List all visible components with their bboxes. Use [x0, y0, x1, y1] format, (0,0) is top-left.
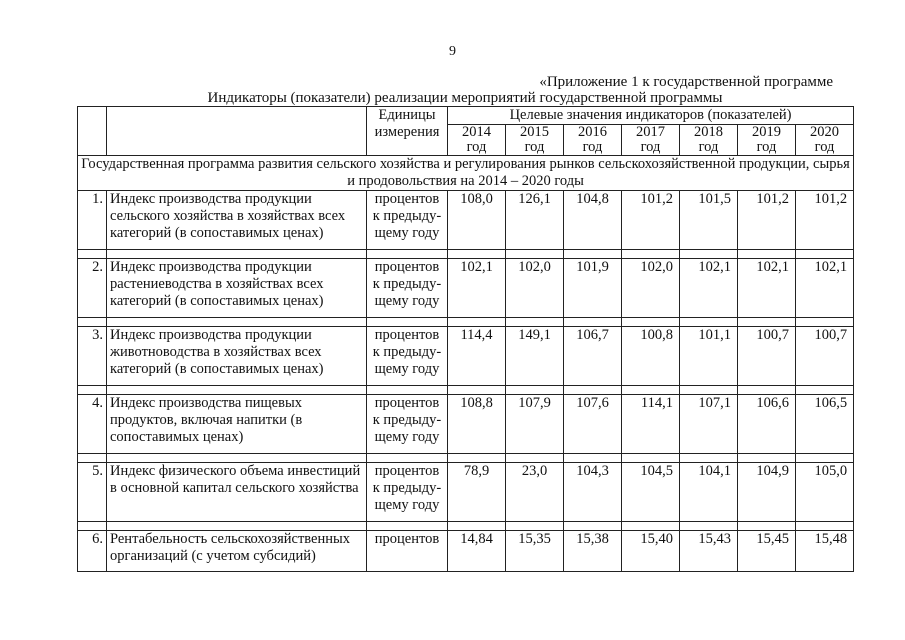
row-number: 6.: [78, 531, 107, 572]
gap-cell: [738, 318, 796, 327]
year-label: 2017: [636, 124, 665, 140]
rows-body: [78, 191, 854, 572]
year-label: 2019: [752, 124, 781, 140]
indicators-table: [77, 106, 854, 572]
gap-cell: [367, 318, 448, 327]
gap-cell: [622, 250, 680, 259]
row-gap: [78, 522, 854, 531]
value-cell: 15,38: [564, 531, 622, 572]
gap-cell: [680, 250, 738, 259]
value-cell: 100,7: [738, 327, 796, 386]
gap-cell: [564, 318, 622, 327]
indicator-name: Индекс производства продукции растениеводства в хозяйствах всех категорий (в сопоставимых ценах): [107, 259, 367, 318]
gap-cell: [622, 522, 680, 531]
gap-cell: [78, 522, 107, 531]
value-cell: 102,1: [738, 259, 796, 318]
header-year: [622, 125, 680, 156]
year-suffix: год: [466, 139, 487, 155]
gap-cell: [506, 250, 564, 259]
year-label: 2016: [578, 124, 607, 140]
value-cell: 104,9: [738, 463, 796, 522]
year-suffix: год: [640, 139, 661, 155]
gap-cell: [796, 522, 854, 531]
year-suffix: год: [756, 139, 777, 155]
gap-cell: [448, 454, 506, 463]
value-cell: 102,1: [680, 259, 738, 318]
gap-cell: [622, 454, 680, 463]
gap-cell: [564, 522, 622, 531]
table-row: [78, 395, 854, 454]
gap-cell: [796, 454, 854, 463]
indicator-name: Индекс производства пищевых продуктов, включая напитки (в сопоставимых ценах): [107, 395, 367, 454]
year-label: 2015: [520, 124, 549, 140]
value-cell: 100,7: [796, 327, 854, 386]
unit-cell: процентов к предыду-щему году: [367, 395, 448, 454]
value-cell: 101,2: [738, 191, 796, 250]
year-suffix: год: [582, 139, 603, 155]
value-cell: 107,9: [506, 395, 564, 454]
gap-cell: [622, 386, 680, 395]
gap-cell: [367, 386, 448, 395]
value-cell: 101,2: [796, 191, 854, 250]
gap-cell: [738, 250, 796, 259]
value-cell: 15,45: [738, 531, 796, 572]
row-number: 3.: [78, 327, 107, 386]
value-cell: 126,1: [506, 191, 564, 250]
gap-cell: [78, 386, 107, 395]
value-cell: 107,1: [680, 395, 738, 454]
gap-cell: [367, 250, 448, 259]
gap-cell: [680, 454, 738, 463]
gap-cell: [796, 250, 854, 259]
value-cell: 102,0: [506, 259, 564, 318]
value-cell: 78,9: [448, 463, 506, 522]
value-cell: 101,2: [622, 191, 680, 250]
value-cell: 23,0: [506, 463, 564, 522]
table-row: [78, 259, 854, 318]
indicator-name: Индекс производства продукции животноводства в хозяйствах всех категорий (в сопоставимых ценах): [107, 327, 367, 386]
value-cell: 15,43: [680, 531, 738, 572]
value-cell: 114,4: [448, 327, 506, 386]
year-suffix: год: [524, 139, 545, 155]
gap-cell: [738, 522, 796, 531]
gap-cell: [680, 522, 738, 531]
gap-cell: [107, 522, 367, 531]
value-cell: 101,5: [680, 191, 738, 250]
gap-cell: [448, 318, 506, 327]
gap-cell: [78, 454, 107, 463]
gap-cell: [107, 386, 367, 395]
table-row: [78, 191, 854, 250]
gap-cell: [367, 522, 448, 531]
gap-cell: [564, 250, 622, 259]
gap-cell: [448, 522, 506, 531]
value-cell: 114,1: [622, 395, 680, 454]
gap-cell: [78, 318, 107, 327]
row-gap: [78, 386, 854, 395]
row-number: 4.: [78, 395, 107, 454]
appendix-title: «Приложение 1 к государственной программе: [539, 74, 833, 90]
value-cell: 102,0: [622, 259, 680, 318]
value-cell: 14,84: [448, 531, 506, 572]
gap-cell: [622, 318, 680, 327]
value-cell: 108,8: [448, 395, 506, 454]
indicator-name: Индекс производства продукции сельского хозяйства в хозяйствах всех категорий (в сопоставимых ценах): [107, 191, 367, 250]
header-year: [448, 125, 506, 156]
gap-cell: [448, 250, 506, 259]
gap-cell: [107, 318, 367, 327]
value-cell: 104,1: [680, 463, 738, 522]
header-row-top: [78, 107, 854, 125]
section-row: [78, 156, 854, 191]
gap-cell: [796, 318, 854, 327]
indicator-name: Рентабельность сельскохозяйственных организаций (с учетом субсидий): [107, 531, 367, 572]
table-title: Индикаторы (показатели) реализации мероприятий государственной программы: [207, 90, 723, 106]
value-cell: 102,1: [796, 259, 854, 318]
year-label: 2018: [694, 124, 723, 140]
gap-cell: [506, 318, 564, 327]
gap-cell: [78, 250, 107, 259]
value-cell: 149,1: [506, 327, 564, 386]
row-number: 1.: [78, 191, 107, 250]
gap-cell: [738, 454, 796, 463]
row-gap: [78, 250, 854, 259]
header-year: [738, 125, 796, 156]
gap-cell: [564, 386, 622, 395]
value-cell: 15,35: [506, 531, 564, 572]
row-gap: [78, 318, 854, 327]
header-year: [796, 125, 854, 156]
value-cell: 15,48: [796, 531, 854, 572]
gap-cell: [564, 454, 622, 463]
year-label: 2014: [462, 124, 491, 140]
header-year: [680, 125, 738, 156]
value-cell: 102,1: [448, 259, 506, 318]
unit-cell: процентов к предыду-щему году: [367, 259, 448, 318]
row-number: 5.: [78, 463, 107, 522]
gap-cell: [738, 386, 796, 395]
header-units: Единицы измерения: [367, 107, 448, 156]
value-cell: 101,9: [564, 259, 622, 318]
gap-cell: [680, 386, 738, 395]
unit-cell: процентов к предыду-щему году: [367, 327, 448, 386]
gap-cell: [107, 454, 367, 463]
row-gap: [78, 454, 854, 463]
gap-cell: [506, 522, 564, 531]
gap-cell: [367, 454, 448, 463]
header-name-cell: [107, 107, 367, 156]
value-cell: 106,6: [738, 395, 796, 454]
value-cell: 104,3: [564, 463, 622, 522]
year-suffix: год: [698, 139, 719, 155]
gap-cell: [506, 454, 564, 463]
value-cell: 104,8: [564, 191, 622, 250]
value-cell: 15,40: [622, 531, 680, 572]
value-cell: 100,8: [622, 327, 680, 386]
gap-cell: [448, 386, 506, 395]
header-year: [506, 125, 564, 156]
value-cell: 107,6: [564, 395, 622, 454]
page-number: 9: [449, 44, 456, 59]
gap-cell: [107, 250, 367, 259]
value-cell: 106,7: [564, 327, 622, 386]
header-year: [564, 125, 622, 156]
section-title: Государственная программа развития сельского хозяйства и регулирования рынков сельскохозяйственной продукции, сырья и продовольствия на 2014 – 2020 годы: [78, 156, 854, 191]
gap-cell: [796, 386, 854, 395]
table-row: [78, 327, 854, 386]
value-cell: 101,1: [680, 327, 738, 386]
indicator-name: Индекс физического объема инвестиций в основной капитал сельского хозяйства: [107, 463, 367, 522]
gap-cell: [680, 318, 738, 327]
value-cell: 105,0: [796, 463, 854, 522]
unit-cell: процентов к предыду-щему году: [367, 191, 448, 250]
table-row: [78, 463, 854, 522]
table-row: [78, 531, 854, 572]
value-cell: 106,5: [796, 395, 854, 454]
year-label: 2020: [810, 124, 840, 140]
gap-cell: [506, 386, 564, 395]
unit-cell: процентов к предыду-щему году: [367, 463, 448, 522]
header-num-cell: [78, 107, 107, 156]
row-number: 2.: [78, 259, 107, 318]
unit-cell: процентов: [367, 531, 448, 572]
value-cell: 108,0: [448, 191, 506, 250]
value-cell: 104,5: [622, 463, 680, 522]
header-targets: Целевые значения индикаторов (показателей): [448, 107, 854, 125]
year-suffix: год: [814, 139, 835, 155]
